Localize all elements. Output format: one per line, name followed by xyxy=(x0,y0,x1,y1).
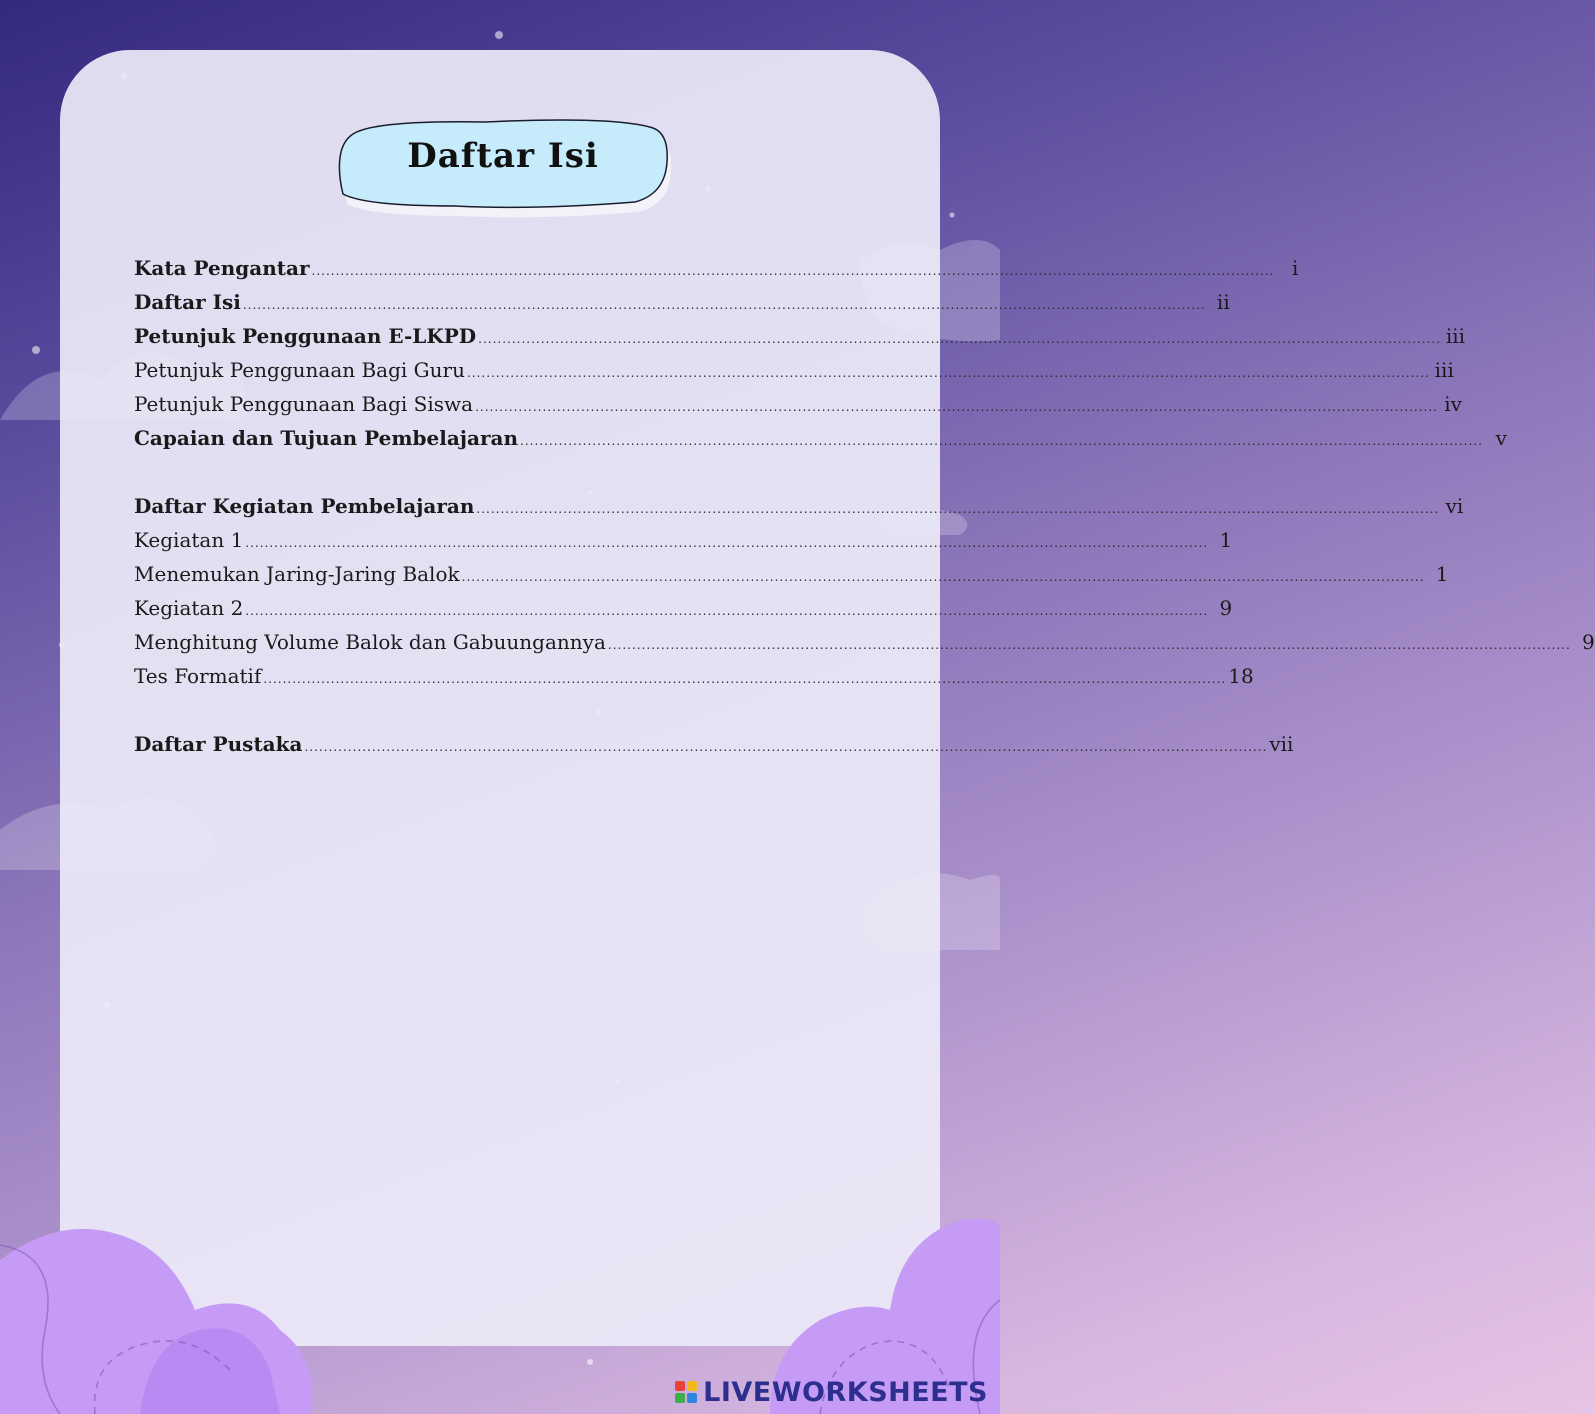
toc-entry-label: Daftar Isi xyxy=(134,290,241,314)
toc-dot-leader: ........................................................................................................................................................................................................ xyxy=(245,536,1209,550)
liveworksheets-logo-icon xyxy=(675,1381,697,1403)
toc-dot-leader: ........................................................................................................................................................................................................ xyxy=(607,638,1571,652)
toc-entry[interactable] xyxy=(134,528,1233,562)
toc-dot-leader: ........................................................................................................................................................................................................ xyxy=(245,604,1209,618)
toc-entry-page-number: v xyxy=(1495,426,1507,450)
logo-square-blue xyxy=(687,1393,697,1403)
toc-entry-page-number: vi xyxy=(1445,494,1464,518)
toc-entry[interactable] xyxy=(134,664,1254,698)
logo-square-green xyxy=(675,1393,685,1403)
toc-spacer xyxy=(134,698,864,732)
toc-entry[interactable] xyxy=(134,426,1507,460)
toc-entry-label: Petunjuk Penggunaan Bagi Guru xyxy=(134,358,465,382)
toc-entry-label: Kegiatan 2 xyxy=(134,596,244,620)
toc-entry-page-number: iii xyxy=(1445,324,1466,348)
toc-entry-label: Tes Formatif xyxy=(134,664,262,688)
toc-entry-page-number: ii xyxy=(1216,290,1230,314)
toc-dot-leader: ........................................................................................................................................................................................................ xyxy=(466,366,1430,380)
toc-entry-label: Kegiatan 1 xyxy=(134,528,244,552)
toc-dot-leader: ........................................................................................................................................................................................................ xyxy=(311,264,1275,278)
toc-entry-label: Petunjuk Penggunaan E-LKPD xyxy=(134,324,477,348)
toc-entry[interactable] xyxy=(134,494,1464,528)
toc-entry-page-number: 9 xyxy=(1582,630,1595,654)
toc-entry-label: Daftar Kegiatan Pembelajaran xyxy=(134,494,475,518)
toc-dot-leader: ........................................................................................................................................................................................................ xyxy=(478,332,1442,346)
toc-entry[interactable] xyxy=(134,358,1454,392)
toc-entry-label: Kata Pengantar xyxy=(134,256,310,280)
page-title: Daftar Isi xyxy=(407,136,599,176)
toc-entry-label: Capaian dan Tujuan Pembelajaran xyxy=(134,426,519,450)
toc-entry-page-number: 1 xyxy=(1435,562,1449,586)
table-of-contents xyxy=(134,256,1595,766)
toc-dot-leader: ........................................................................................................................................................................................................ xyxy=(520,434,1483,448)
toc-entry[interactable] xyxy=(134,324,1466,358)
toc-entry[interactable] xyxy=(134,596,1233,630)
toc-entry-page-number: 1 xyxy=(1219,528,1233,552)
toc-entry-page-number: iii xyxy=(1434,358,1454,382)
toc-dot-leader: ........................................................................................................................................................................................................ xyxy=(475,400,1438,414)
toc-spacer xyxy=(134,460,864,494)
toc-entry-page-number: i xyxy=(1291,256,1299,280)
toc-entry[interactable] xyxy=(134,562,1449,596)
logo-square-yellow xyxy=(687,1381,697,1391)
toc-dot-leader: ........................................................................................................................................................................................................ xyxy=(242,298,1206,312)
toc-entry-page-number: iv xyxy=(1444,392,1462,416)
toc-dot-leader: ........................................................................................................................................................................................................ xyxy=(461,570,1425,584)
toc-entry[interactable] xyxy=(134,256,1299,290)
toc-entry-label: Menemukan Jaring-Jaring Balok xyxy=(134,562,460,586)
toc-entry-page-number: 18 xyxy=(1228,664,1254,688)
toc-entry[interactable] xyxy=(134,392,1462,426)
toc-dot-leader: ........................................................................................................................................................................................................ xyxy=(476,502,1440,516)
toc-entry[interactable] xyxy=(134,290,1230,324)
toc-entry-page-number: vii xyxy=(1269,732,1294,756)
watermark-text: LIVEWORKSHEETS xyxy=(703,1376,988,1408)
toc-entry-label: Daftar Pustaka xyxy=(134,732,303,756)
title-banner xyxy=(335,112,671,216)
liveworksheets-watermark[interactable] xyxy=(675,1376,988,1408)
toc-dot-leader: ........................................................................................................................................................................................................ xyxy=(263,672,1227,686)
toc-entry[interactable] xyxy=(134,630,1595,664)
toc-entry[interactable] xyxy=(134,732,1294,766)
toc-entry-label: Menghitung Volume Balok dan Gabuungannya xyxy=(134,630,606,654)
toc-entry-page-number: 9 xyxy=(1219,596,1233,620)
toc-dot-leader: ........................................................................................................................................................................................................ xyxy=(304,740,1268,754)
logo-square-red xyxy=(675,1381,685,1391)
toc-entry-label: Petunjuk Penggunaan Bagi Siswa xyxy=(134,392,474,416)
